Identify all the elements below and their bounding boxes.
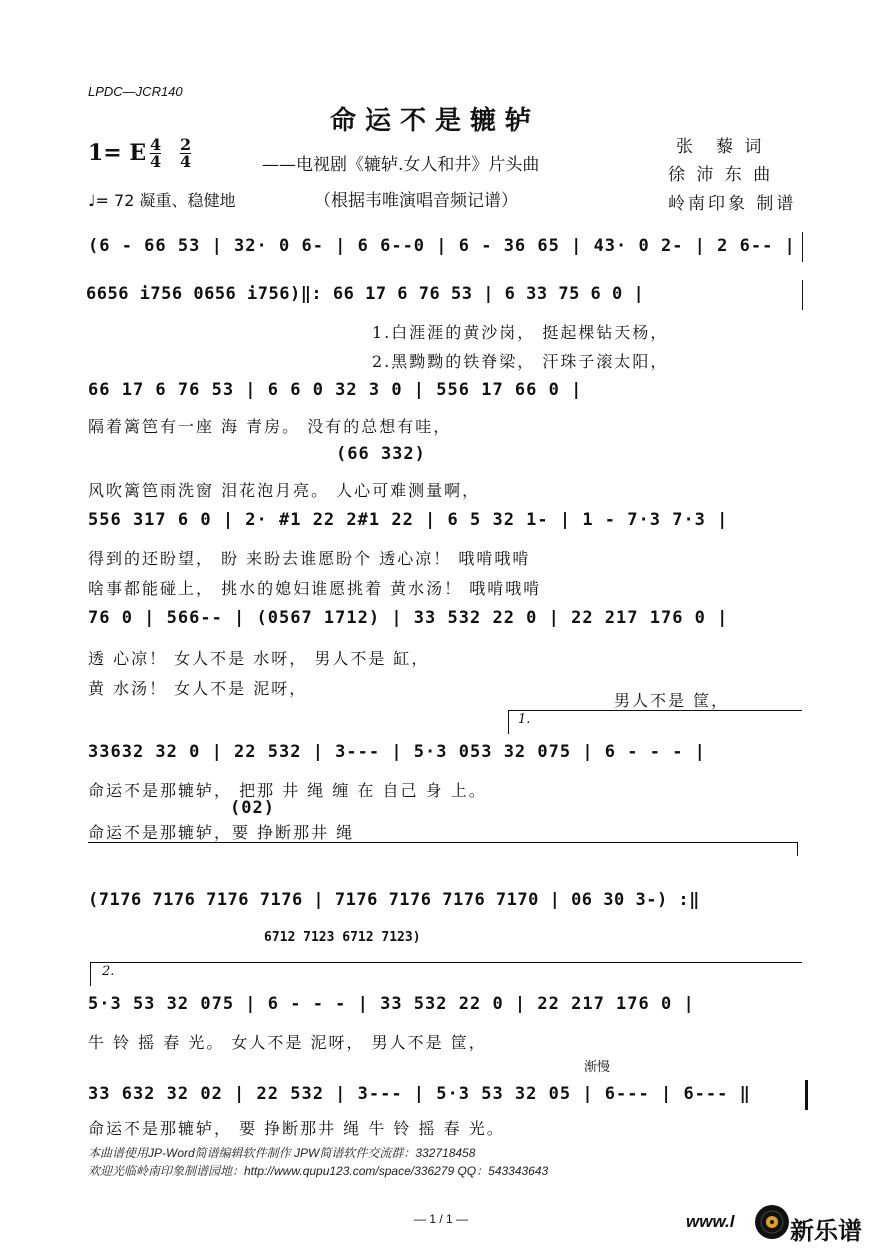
tempo-marking: ♩= 72 凝重、稳健地 — [88, 191, 236, 210]
score-code: LPDC—JCR140 — [88, 84, 183, 99]
final-barline — [805, 1080, 808, 1110]
volta-1-bracket — [508, 710, 802, 711]
score-line-6: 33632 32 0 | 22 532 | 3--- | 5·3 053 32 075 | 6 - - - | — [88, 742, 706, 762]
score-line-9: 33 632 32 02 | 22 532 | 3--- | 5·3 53 32 05 | 6--- | 6--- ‖ — [88, 1084, 751, 1104]
score-line-7: (7176 7176 7176 7176 | 7176 7176 7176 7170 | 06 30 3-) :‖ — [88, 890, 700, 910]
volta-1-label: 1. — [518, 712, 531, 727]
arranger-credit: 岭南印象 制谱 — [668, 194, 797, 214]
time-signature-2-4: 2 4 — [180, 135, 192, 171]
lyric-line-6b: 命运不是那辘轳，要 挣断那井 绳 — [88, 823, 355, 842]
lyric-line-4b: 啥事都能碰上， 挑水的媳妇谁愿挑着 黄水汤！ 哦啃哦啃 — [88, 579, 542, 598]
score-line-7-alt: 6712 7123 6712 7123) — [264, 930, 421, 945]
site-logo: 新乐谱 — [790, 1217, 862, 1245]
key-signature: 1= E — [88, 140, 147, 166]
lyric-line-5c: 男人不是 筐， — [614, 691, 730, 710]
volta-2-label: 2. — [102, 964, 115, 979]
song-title: 命运不是辘轳 — [330, 106, 541, 136]
lyric-line-3b: 风吹篱笆雨洗窗 泪花泡月亮。 人心可难测量啊， — [88, 481, 481, 500]
page-number: — 1 / 1 — — [414, 1212, 469, 1226]
volta-1-end-side — [797, 842, 798, 856]
lyric-line-4a: 得到的还盼望， 盼 来盼去谁愿盼个 透心凉！ 哦啃哦啃 — [88, 549, 531, 568]
lyric-line-9: 命运不是那辘轳， 要 挣断那井 绳 牛 铃 摇 春 光。 — [88, 1119, 505, 1138]
transcription-note: （根据韦唯演唱音频记谱） — [314, 191, 518, 211]
score-line-1: (6 - 66 53 | 32· 0 6- | 6 6--0 | 6 - 36 65 | 43· 0 2- | 2 6-- | — [88, 236, 796, 256]
volta-2-bracket — [90, 962, 802, 963]
bar-end-line-1 — [802, 232, 803, 262]
score-line-5: 76 0 | 566-- | (0567 1712) | 33 532 22 0 | 22 217 176 0 | — [88, 608, 729, 628]
ritardando-mark: 渐慢 — [584, 1060, 611, 1075]
score-line-2: 6656 i756 0656 i756)‖: 66 17 6 76 53 | 6 33 75 6 0 | — [86, 284, 645, 304]
lyric-line-5a: 透 心凉！ 女人不是 水呀， 男人不是 缸， — [88, 649, 430, 668]
score-line-3: 66 17 6 76 53 | 6 6 0 32 3 0 | 556 17 66 0 | — [88, 380, 583, 400]
lyric-line-5b: 黄 水汤！ 女人不是 泥呀， — [88, 679, 308, 698]
lyric-line-8: 牛 铃 摇 春 光。 女人不是 泥呀， 男人不是 筐， — [88, 1033, 487, 1052]
score-line-8: 5·3 53 32 075 | 6 - - - | 33 532 22 0 | 22 217 176 0 | — [88, 994, 695, 1014]
vinyl-record-icon — [754, 1204, 790, 1240]
time-signature-4-4: 4 4 — [150, 135, 162, 171]
watermark-url: www.l — [686, 1212, 735, 1231]
inserted-notes-2: (02) — [230, 798, 275, 818]
volta-1-end-line — [88, 842, 798, 843]
inserted-notes: (66 332) — [336, 444, 426, 464]
footer-line-2: 欢迎光临岭南印象制谱园地：http://www.qupu123.com/space/336279 QQ：543343643 — [88, 1164, 549, 1178]
volta-2-bracket-side — [90, 962, 91, 986]
footer-line-1: 本曲谱使用JP-Word简谱编辑软件制作 JPW简谱软件交流群：332718458 — [88, 1146, 476, 1160]
composer-credit: 徐 沛 东 曲 — [668, 165, 774, 185]
lyric-line-3a: 隔着篱笆有一座 海 青房。 没有的总想有哇， — [88, 417, 452, 436]
lyric-line-2b: 2.黑黝黝的铁脊梁， 汗珠子滚太阳， — [372, 352, 669, 371]
bar-end-line-2 — [802, 280, 803, 310]
subtitle: ——电视剧《辘轳.女人和井》片头曲 — [262, 155, 540, 175]
lyric-line-2a: 1.白涯涯的黄沙岗， 挺起棵钻天杨， — [372, 323, 669, 342]
lyric-line-6a: 命运不是那辘轳， 把那 井 绳 缠 在 自己 身 上。 — [88, 781, 487, 800]
volta-1-bracket-side — [508, 710, 509, 734]
score-line-4: 556 317 6 0 | 2· #1 22 2#1 22 | 6 5 32 1- | 1 - 7·3 7·3 | — [88, 510, 729, 530]
lyricist-credit: 张 藜 词 — [676, 137, 765, 157]
